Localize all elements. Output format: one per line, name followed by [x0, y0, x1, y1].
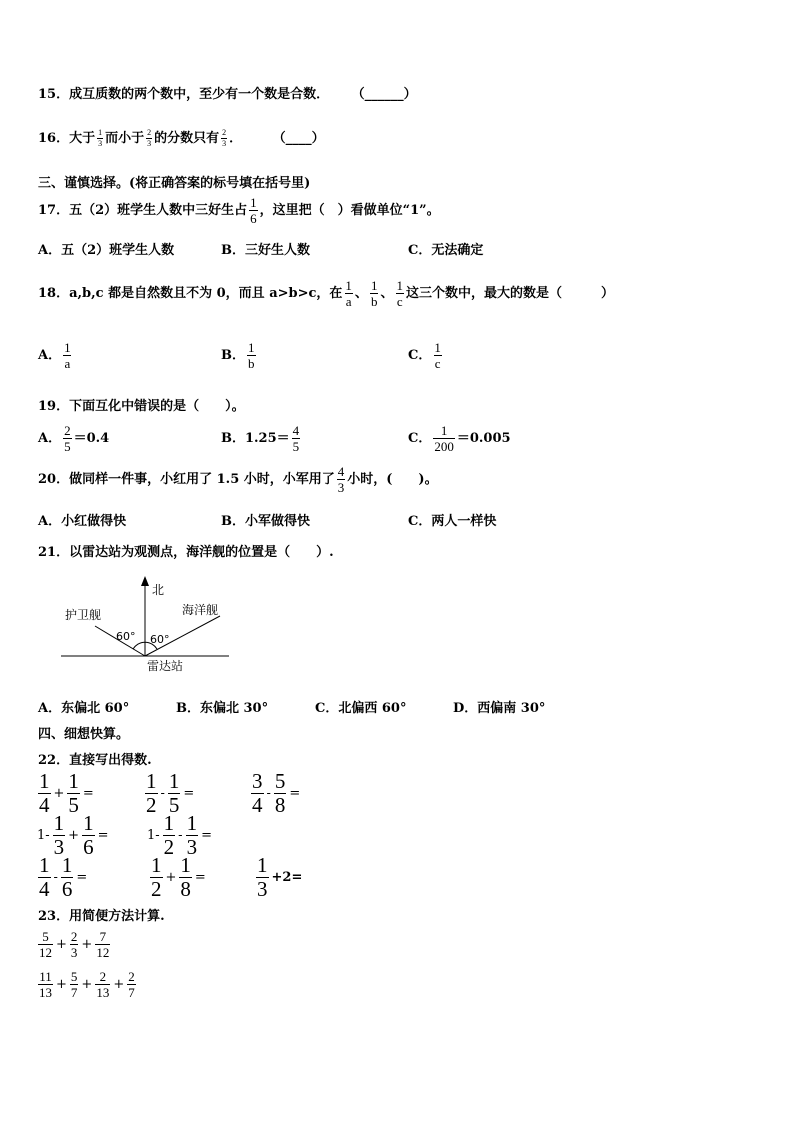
question-20: 20．做同样一件事，小红用了 1.5 小时，小军用了 $\frac{4}{3}$ 小时，( )。 — [38, 464, 438, 495]
expr-4: 1- $\frac{1}{3}$ + $\frac{1}{6}$ = — [37, 811, 109, 859]
q18-option-b[interactable]: B． $\frac{1}{b}$ — [221, 340, 255, 371]
angle-label-left: 60° — [116, 630, 136, 643]
q18-option-a[interactable]: A． $\frac{1}{a}$ — [38, 340, 71, 371]
expr-3: $\frac{3}{4}$ - $\frac{5}{8}$ = — [252, 769, 301, 817]
calc-line-2: $\frac{11}{13}$ + $\frac{5}{7}$ + $\frac{2}{13}$ + $\frac{2}{7}$ — [39, 969, 135, 1000]
q21-option-d[interactable]: D．西偏南 30° — [453, 701, 546, 716]
escort-ship-label: 护卫舰 — [65, 608, 102, 622]
expr-7: $\frac{1}{2}$ + $\frac{1}{8}$ = — [151, 853, 206, 901]
north-arrow-icon — [141, 576, 149, 586]
radar-station-label: 雷达站 — [147, 659, 184, 673]
question-15: 15．成互质数的两个数中，至少有一个数是合数． （______） — [38, 87, 417, 102]
expr-6: $\frac{1}{4}$ - $\frac{1}{6}$ = — [39, 853, 88, 901]
question-18: 18．a,b,c 都是自然数且不为 0，而且 a>b>c，在 $\frac{1}{a}$ 、 $\frac{1}{b}$ 、 $\frac{1}{c}$ 这三个数中，最大的数是（ ） — [38, 278, 614, 309]
ocean-ship-label: 海洋舰 — [182, 603, 219, 617]
question-23: 23．用简便方法计算. — [38, 909, 165, 924]
q20-option-c[interactable]: C．两人一样快 — [408, 514, 497, 529]
q21-option-a[interactable]: A．东偏北 60° — [38, 701, 130, 716]
expr-8: $\frac{1}{3}$ +2= — [257, 853, 303, 901]
q19-option-a[interactable]: A． $\frac{2}{5}$ ＝0.4 — [38, 423, 110, 454]
q21-option-b[interactable]: B．东偏北 30° — [176, 701, 269, 716]
q20-option-b[interactable]: B．小军做得快 — [221, 514, 310, 529]
answer-blank[interactable]: （______） — [351, 87, 417, 102]
q18-option-c[interactable]: C． $\frac{1}{c}$ — [408, 340, 441, 371]
radar-direction-figure — [55, 572, 235, 677]
expr-2: $\frac{1}{2}$ - $\frac{1}{5}$ = — [146, 769, 195, 817]
question-21: 21．以雷达站为观测点，海洋舰的位置是（ ）. — [38, 545, 334, 560]
question-16: 16．大于 $\frac{1}{3}$ 而小于 $\frac{2}{3}$ 的分数只有 $\frac{2}{3}$ ． （____） — [38, 128, 325, 148]
section-4-heading: 四、细想快算。 — [38, 727, 130, 742]
calc-line-1: $\frac{5}{12}$ + $\frac{2}{3}$ + $\frac{7}{12}$ — [39, 929, 110, 960]
q21-option-c[interactable]: C．北偏西 60° — [315, 701, 407, 716]
north-label: 北 — [152, 583, 165, 597]
q20-option-a[interactable]: A．小红做得快 — [38, 514, 127, 529]
question-17: 17．五（2）班学生人数中三好生占 $\frac{1}{6}$ ，这里把（ ）看做单位“1”。 — [38, 195, 440, 226]
expr-1: $\frac{1}{4}$ + $\frac{1}{5}$ = — [39, 769, 94, 817]
question-22: 22．直接写出得数. — [38, 753, 152, 768]
q17-option-a[interactable]: A．五（2）班学生人数 — [38, 243, 175, 258]
angle-label-right: 60° — [150, 633, 170, 646]
question-19: 19．下面互化中错误的是（ ）。 — [38, 399, 245, 414]
section-3-heading: 三、谨慎选择。(将正确答案的标号填在括号里) — [38, 176, 311, 191]
q17-option-b[interactable]: B．三好生人数 — [221, 243, 310, 258]
q17-option-c[interactable]: C．无法确定 — [408, 243, 484, 258]
answer-blank[interactable]: （____） — [272, 131, 325, 146]
q19-option-b[interactable]: B．1.25＝ $\frac{4}{5}$ — [221, 423, 300, 454]
q19-option-c[interactable]: C． $\frac{1}{200}$ ＝0.005 — [408, 423, 511, 454]
expr-5: 1- $\frac{1}{2}$ - $\frac{1}{3}$ = — [147, 811, 212, 859]
